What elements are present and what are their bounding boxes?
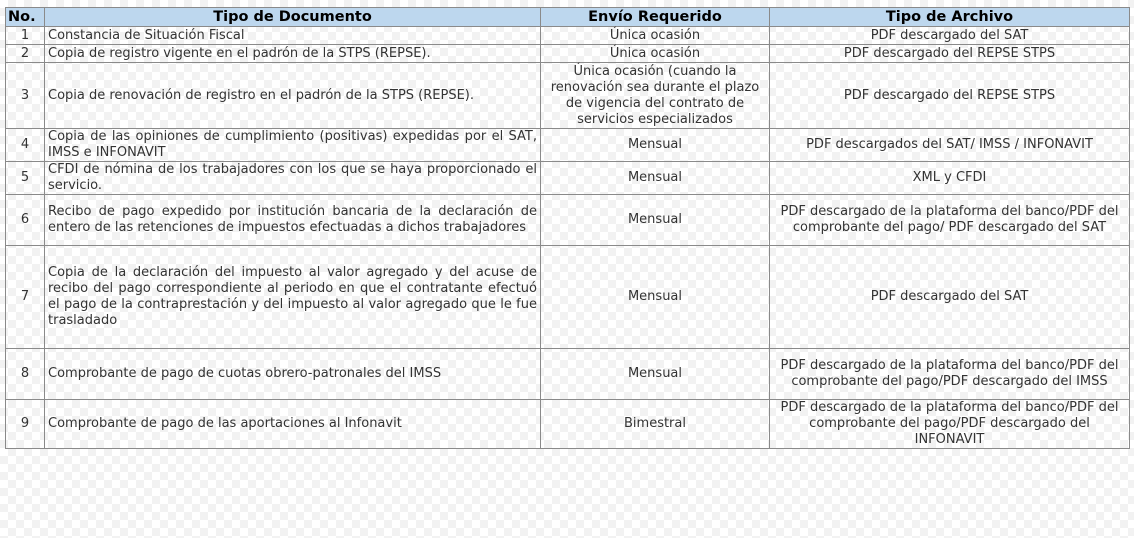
header-tipo-archivo[interactable]: Tipo de Archivo [770,8,1130,27]
table-row [6,400,1130,449]
document-type-cell[interactable]: Copia de renovación de registro en el padrón de la STPS (REPSE). [45,63,541,129]
file-type-cell[interactable]: XML y CFDI [770,162,1130,195]
file-type-cell[interactable]: PDF descargado del SAT [770,27,1130,45]
document-type-cell[interactable]: Copia de las opiniones de cumplimiento (positivas) expedidas por el SAT, IMSS e INFONAVIT [45,129,541,162]
file-type-cell[interactable]: PDF descargado del REPSE STPS [770,63,1130,129]
document-type-cell[interactable]: Constancia de Situación Fiscal [45,27,541,45]
table-row [6,349,1130,400]
document-type-cell[interactable]: Copia de la declaración del impuesto al valor agregado y del acuse de recibo del pago correspondiente al periodo en que el contratante efectuó el pago de la contraprestación y del impuesto al valor agregado que le fue trasladado [45,246,541,349]
header-row [6,8,1130,27]
shipping-required-cell[interactable]: Única ocasión [541,45,770,63]
shipping-required-cell[interactable]: Mensual [541,129,770,162]
row-number[interactable]: 8 [6,349,45,400]
shipping-required-cell[interactable]: Mensual [541,349,770,400]
header-tipo-documento[interactable]: Tipo de Documento [45,8,541,27]
row-number[interactable]: 4 [6,129,45,162]
document-type-cell[interactable]: Comprobante de pago de las aportaciones al Infonavit [45,400,541,449]
row-number[interactable]: 7 [6,246,45,349]
file-type-cell[interactable]: PDF descargado del REPSE STPS [770,45,1130,63]
document-type-cell[interactable]: Comprobante de pago de cuotas obrero-patronales del IMSS [45,349,541,400]
table-row [6,129,1130,162]
file-type-cell[interactable]: PDF descargados del SAT/ IMSS / INFONAVIT [770,129,1130,162]
file-type-cell[interactable]: PDF descargado de la plataforma del banco/PDF del comprobante del pago/ PDF descargado del SAT [770,195,1130,246]
document-type-cell[interactable]: Recibo de pago expedido por institución bancaria de la declaración de entero de las retenciones de impuestos efectuadas a dichos trabajadores [45,195,541,246]
file-type-cell[interactable]: PDF descargado de la plataforma del banco/PDF del comprobante del pago/PDF descargado del INFONAVIT [770,400,1130,449]
shipping-required-cell[interactable]: Bimestral [541,400,770,449]
header-envio-requerido[interactable]: Envío Requerido [541,8,770,27]
header-no[interactable]: No. [6,8,45,27]
documents-sheet [5,7,1130,449]
row-number[interactable]: 3 [6,63,45,129]
shipping-required-cell[interactable]: Única ocasión [541,27,770,45]
file-type-cell[interactable]: PDF descargado de la plataforma del banco/PDF del comprobante del pago/PDF descargado del IMSS [770,349,1130,400]
row-number[interactable]: 5 [6,162,45,195]
document-type-cell[interactable]: Copia de registro vigente en el padrón de la STPS (REPSE). [45,45,541,63]
table-row [6,195,1130,246]
document-type-cell[interactable]: CFDI de nómina de los trabajadores con los que se haya proporcionado el servicio. [45,162,541,195]
documents-table [5,7,1130,449]
row-number[interactable]: 1 [6,27,45,45]
table-row [6,63,1130,129]
table-row [6,162,1130,195]
shipping-required-cell[interactable]: Mensual [541,162,770,195]
shipping-required-cell[interactable]: Mensual [541,195,770,246]
table-row [6,45,1130,63]
row-number[interactable]: 9 [6,400,45,449]
shipping-required-cell[interactable]: Única ocasión (cuando la renovación sea durante el plazo de vigencia del contrato de servicios especializados [541,63,770,129]
row-number[interactable]: 2 [6,45,45,63]
shipping-required-cell[interactable]: Mensual [541,246,770,349]
file-type-cell[interactable]: PDF descargado del SAT [770,246,1130,349]
table-row [6,27,1130,45]
table-row [6,246,1130,349]
row-number[interactable]: 6 [6,195,45,246]
